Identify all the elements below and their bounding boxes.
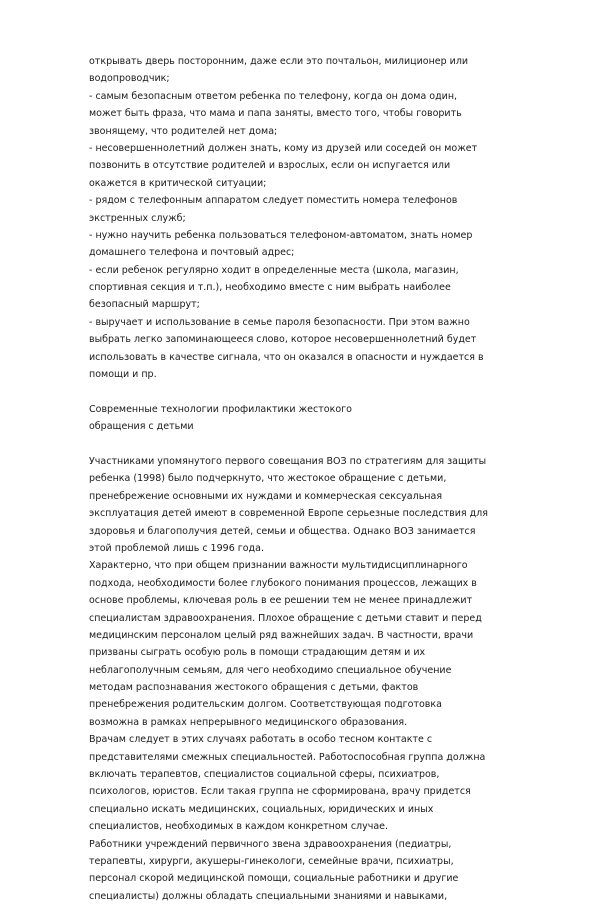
paragraph-gap	[89, 383, 559, 400]
text-line: специалистов, необходимых в каждом конкретном случае.	[89, 821, 389, 833]
body-text	[89, 453, 559, 905]
text-line: Участниками упомянутого первого совещания ВОЗ по стратегиям для защиты	[89, 455, 487, 467]
text-line: ребенка (1998) было подчеркнуто, что жестокое обращение с детьми,	[89, 473, 447, 485]
text-line: - если ребенок регулярно ходит в определенные места (школа, магазин,	[89, 264, 459, 276]
tips-list	[89, 53, 559, 383]
text-line: эксплуатация детей имеют в современной Европе серьезные последствия для	[89, 508, 488, 520]
text-line: неблагополучным семьям, для чего необходимо специальное обучение	[89, 664, 452, 676]
text-line: экстренных служб;	[89, 212, 186, 224]
text-line: Врачам следует в этих случаях работать в особо тесном контакте с	[89, 734, 433, 746]
text-line: безопасный маршрут;	[89, 299, 200, 311]
text-line: - несовершеннолетний должен знать, кому из друзей или соседей он может	[89, 142, 478, 154]
document-text	[89, 53, 559, 905]
text-line: медицинским персоналом целый ряд важнейших задач. В частности, врачи	[89, 629, 474, 641]
text-line: выбрать легко запоминающееся слово, которое несовершеннолетний будет	[89, 334, 477, 346]
text-line: - нужно научить ребенка пользоваться телефоном-автоматом, знать номер	[89, 229, 473, 241]
text-line: здоровья и благополучия детей, семьи и общества. Однако ВОЗ занимается	[89, 525, 476, 537]
text-line: подхода, необходимости более глубокого понимания процессов, лежащих в	[89, 577, 477, 589]
text-line: методам распознавания жестокого обращения с детьми, фактов	[89, 682, 419, 694]
text-line: использовать в качестве сигнала, что он оказался в опасности и нуждается в	[89, 351, 484, 363]
text-line: специально искать медицинских, социальных, юридических и иных	[89, 803, 434, 815]
text-line: призваны сыграть особую роль в помощи страдающим детям и их	[89, 647, 426, 659]
text-line: включать терапевтов, специалистов социальной сферы, психиатров,	[89, 769, 440, 781]
text-line: звонящему, что родителей нет дома;	[89, 125, 278, 137]
text-line: позвонить в отсутствие родителей и взрослых, если он испугается или	[89, 160, 451, 172]
text-line: - выручает и использование в семье пароля безопасности. При этом важно	[89, 316, 470, 328]
text-line: - рядом с телефонным аппаратом следует поместить номера телефонов	[89, 195, 458, 207]
text-line: этой проблемой лишь с 1996 года.	[89, 542, 264, 554]
text-line: открывать дверь посторонним, даже если это почтальон, милиционер или	[89, 56, 469, 67]
text-line: спортивная секция и т.п.), необходимо вместе с ним выбрать наиболее	[89, 282, 451, 294]
text-line: представителями смежных специальностей. Работоспособная группа должна	[89, 751, 486, 763]
text-line: - самым безопасным ответом ребенка по телефону, когда он дома один,	[89, 90, 458, 102]
text-line: помощи и пр.	[89, 369, 157, 381]
text-line: возможна в рамках непрерывного медицинского образования.	[89, 716, 408, 728]
heading-line: Современные технологии профилактики жестокого	[89, 403, 352, 415]
text-line: персонал скорой медицинской помощи, социальные работники и другие	[89, 873, 459, 885]
text-line: окажется в критической ситуации;	[89, 177, 267, 189]
text-line: психологов, юристов. Если такая группа не сформирована, врачу придется	[89, 786, 471, 798]
text-line: Работники учреждений первичного звена здравоохранения (педиатры,	[89, 838, 452, 850]
text-line: специалисты) должны обладать специальными знаниями и навыками,	[89, 890, 448, 902]
paragraph-gap	[89, 436, 559, 453]
heading-line: обращения с детьми	[89, 421, 194, 433]
text-line: специалистам здравоохранения. Плохое обращение с детьми ставит и перед	[89, 612, 482, 624]
text-line: домашнего телефона и почтовый адрес;	[89, 247, 295, 259]
text-line: терапевты, хирурги, акушеры-гинекологи, семейные врачи, психиатры,	[89, 855, 454, 867]
text-line: пренебрежения родительским долгом. Соответствующая подготовка	[89, 699, 442, 711]
text-line: Характерно, что при общем признании важности мультидисциплинарного	[89, 560, 468, 572]
text-line: пренебрежение основными их нуждами и коммерческая сексуальная	[89, 490, 443, 502]
text-line: основе проблемы, ключевая роль в ее решении тем не менее принадлежит	[89, 595, 473, 607]
text-line: может быть фраза, что мама и папа заняты, вместо того, чтобы говорить	[89, 108, 462, 120]
text-line: водопроводчик;	[89, 73, 170, 85]
section-heading	[89, 401, 559, 436]
